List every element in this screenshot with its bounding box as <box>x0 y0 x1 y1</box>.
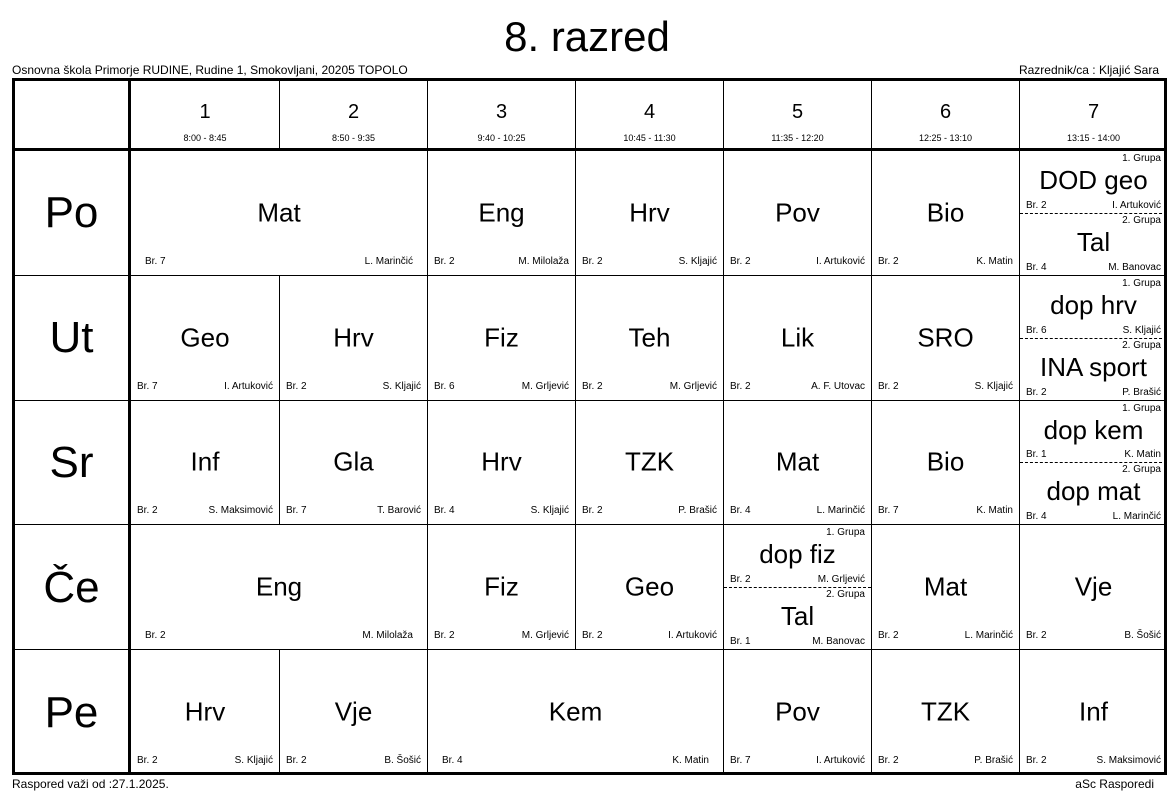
lesson-cell[interactable] <box>427 276 575 400</box>
teacher-name: S. Kljajić <box>974 380 1013 392</box>
subject-name: Kem <box>548 696 603 727</box>
subject-name: Gla <box>333 446 374 477</box>
group-label: 1. Grupa <box>1122 277 1161 289</box>
lesson-cell[interactable] <box>427 151 575 275</box>
lesson-cell[interactable] <box>723 276 871 400</box>
teacher-name: L. Marinčić <box>964 630 1013 642</box>
period-number: 5 <box>791 101 804 123</box>
group-divider <box>724 587 871 588</box>
teacher-name: M. Grljević <box>817 574 865 586</box>
lesson-cell[interactable] <box>279 401 427 525</box>
teacher-name: S. Kljajić <box>382 380 421 392</box>
period-header-5 <box>723 81 871 148</box>
teacher-name: K. Matin <box>976 505 1013 517</box>
day-name: Ut <box>49 313 94 363</box>
period-time: 8:50 - 9:35 <box>331 133 376 143</box>
lesson-cell[interactable] <box>575 525 723 649</box>
subject-name: Mat <box>257 197 301 228</box>
day-label-cell <box>15 650 128 775</box>
room-label: Br. 2 <box>582 505 603 517</box>
school-info: Osnovna škola Primorje RUDINE, Rudine 1, Smokovljani, 20205 TOPOLO <box>12 63 408 77</box>
room-label: Br. 2 <box>286 754 307 766</box>
teacher-name: L. Marinčić <box>1112 511 1161 523</box>
period-number: 4 <box>643 101 656 123</box>
teacher-name: M. Grljević <box>521 630 569 642</box>
subject-name: TZK <box>920 696 971 727</box>
subject-name: Bio <box>926 446 965 477</box>
subject-name: Geo <box>624 571 675 602</box>
subject-name: Bio <box>926 197 965 228</box>
day-label-cell <box>15 401 128 526</box>
group-label: 1. Grupa <box>1122 402 1161 414</box>
room-label: Br. 7 <box>730 754 751 766</box>
room-label: Br. 2 <box>1026 199 1047 211</box>
teacher-name: S. Kljajić <box>234 754 273 766</box>
subject-name: Eng <box>478 197 525 228</box>
lesson-cell[interactable] <box>131 650 279 774</box>
lesson-cell[interactable] <box>575 276 723 400</box>
teacher-name: K. Matin <box>672 754 709 766</box>
teacher-name: L. Marinčić <box>364 255 413 267</box>
lesson-cell[interactable] <box>871 151 1019 275</box>
lesson-cell[interactable] <box>427 650 723 774</box>
room-label: Br. 1 <box>730 636 751 648</box>
subject-name: Lik <box>780 322 815 353</box>
group-lesson[interactable] <box>1020 213 1167 275</box>
teacher-name: I. Artuković <box>1112 199 1161 211</box>
subject-name: INA sport <box>1040 351 1147 382</box>
group-label: 2. Grupa <box>1122 339 1161 351</box>
teacher-name: L. Marinčić <box>816 505 865 517</box>
subject-name: dop fiz <box>759 539 836 570</box>
subject-name: Hrv <box>629 197 670 228</box>
subject-name: Pov <box>775 696 820 727</box>
day-label-cell <box>15 151 128 276</box>
room-label: Br. 2 <box>582 630 603 642</box>
group-lesson[interactable] <box>724 587 871 649</box>
subject-name: Hrv <box>481 446 522 477</box>
teacher-name: M. Banovac <box>1108 261 1161 273</box>
subject-name: dop hrv <box>1050 289 1137 320</box>
subject-name: Fiz <box>484 322 519 353</box>
page-title: 8. razred <box>504 13 670 60</box>
room-label: Br. 7 <box>286 505 307 517</box>
lesson-cell[interactable] <box>131 151 427 275</box>
room-label: Br. 2 <box>730 574 751 586</box>
period-time: 11:35 - 12:20 <box>771 133 824 143</box>
teacher-name: K. Matin <box>976 255 1013 267</box>
room-label: Br. 2 <box>730 380 751 392</box>
group-label: 2. Grupa <box>1122 214 1161 226</box>
room-label: Br. 6 <box>434 380 455 392</box>
subject-name: dop kem <box>1043 414 1144 445</box>
subject-name: Pov <box>775 197 820 228</box>
subject-name: Teh <box>628 322 671 353</box>
subject-name: Mat <box>775 446 820 477</box>
period-number: 2 <box>347 101 360 123</box>
period-time: 13:15 - 14:00 <box>1066 133 1121 143</box>
room-label: Br. 1 <box>1026 449 1047 461</box>
lesson-cell[interactable] <box>279 650 427 774</box>
subject-name: Fiz <box>484 571 519 602</box>
lesson-cell[interactable] <box>575 401 723 525</box>
room-label: Br. 2 <box>878 380 899 392</box>
lesson-cell[interactable] <box>723 401 871 525</box>
lesson-cell[interactable] <box>871 276 1019 400</box>
group-label: 1. Grupa <box>826 527 865 539</box>
subject-name: Tal <box>780 601 815 632</box>
room-label: Br. 2 <box>434 255 455 267</box>
group-divider <box>1020 213 1167 214</box>
room-label: Br. 2 <box>286 380 307 392</box>
teacher-name: M. Grljević <box>669 380 717 392</box>
group-label: 2. Grupa <box>1122 464 1161 476</box>
day-name: Pe <box>44 687 99 737</box>
teacher-name: I. Artuković <box>816 754 865 766</box>
period-number: 7 <box>1087 101 1100 123</box>
lesson-cell[interactable] <box>723 151 871 275</box>
teacher-name: S. Kljajić <box>678 255 717 267</box>
day-name: Po <box>44 188 99 238</box>
period-header-1 <box>131 81 279 148</box>
subject-name: Mat <box>923 571 968 602</box>
lesson-cell[interactable] <box>131 525 427 649</box>
lesson-cell[interactable] <box>427 401 575 525</box>
period-header-2 <box>279 81 427 148</box>
lesson-cell[interactable] <box>427 525 575 649</box>
room-label: Br. 2 <box>137 754 158 766</box>
group-lesson[interactable] <box>1020 276 1167 338</box>
group-lesson[interactable] <box>1020 151 1167 213</box>
group-lesson[interactable] <box>724 525 871 587</box>
group-lesson[interactable] <box>1020 338 1167 400</box>
room-label: Br. 7 <box>145 255 166 267</box>
group-lesson[interactable] <box>1020 401 1167 463</box>
valid-from: Raspored važi od :27.1.2025. <box>12 777 169 791</box>
period-header-3 <box>427 81 575 148</box>
room-label: Br. 2 <box>1026 754 1047 766</box>
room-label: Br. 2 <box>878 255 899 267</box>
group-label: 1. Grupa <box>1122 153 1161 164</box>
lesson-cell[interactable] <box>871 401 1019 525</box>
period-number: 3 <box>495 101 508 123</box>
teacher-name: M. Milolaža <box>362 630 413 642</box>
room-label: Br. 2 <box>878 754 899 766</box>
room-label: Br. 4 <box>730 505 751 517</box>
day-name: Sr <box>49 437 94 487</box>
teacher-name: B. Šošić <box>384 754 421 766</box>
timetable-grid <box>12 78 1167 775</box>
room-label: Br. 2 <box>145 630 166 642</box>
subject-name: Vje <box>1074 571 1113 602</box>
subject-name: Geo <box>180 322 230 353</box>
lesson-cell[interactable] <box>871 650 1019 774</box>
period-time: 10:45 - 11:30 <box>623 133 676 143</box>
teacher-name: S. Kljajić <box>530 505 569 517</box>
split-lesson-cell[interactable] <box>1019 151 1167 275</box>
day-label-cell <box>15 276 128 401</box>
teacher-name: M. Grljević <box>521 380 569 392</box>
teacher-name: K. Matin <box>1124 449 1161 461</box>
split-lesson-cell[interactable] <box>1019 401 1167 525</box>
lesson-cell[interactable] <box>1019 650 1167 774</box>
class-teacher: Razrednik/ca : Kljajić Sara <box>1018 63 1159 77</box>
period-header-7 <box>1019 81 1167 148</box>
subject-name: DOD geo <box>1039 165 1148 195</box>
teacher-name: M. Banovac <box>812 636 865 648</box>
teacher-name: S. Maksimović <box>208 505 273 517</box>
room-label: Br. 2 <box>582 380 603 392</box>
room-label: Br. 4 <box>442 754 463 766</box>
period-time: 12:25 - 13:10 <box>918 133 973 143</box>
teacher-name: B. Šošić <box>1124 630 1161 642</box>
group-lesson[interactable] <box>1020 462 1167 524</box>
day-label-cell <box>15 525 128 650</box>
teacher-name: S. Kljajić <box>1122 324 1161 336</box>
period-number: 1 <box>199 101 211 123</box>
software-credit: aSc Rasporedi <box>1075 777 1154 791</box>
room-label: Br. 2 <box>434 630 455 642</box>
room-label: Br. 4 <box>434 505 455 517</box>
subject-name: Vje <box>334 696 373 727</box>
subject-name: Eng <box>255 571 303 602</box>
teacher-name: I. Artuković <box>668 630 717 642</box>
lesson-cell[interactable] <box>575 151 723 275</box>
teacher-name: P. Brašić <box>974 754 1013 766</box>
teacher-name: P. Brašić <box>1122 386 1161 398</box>
period-header-6 <box>871 81 1019 148</box>
teacher-name: M. Milolaža <box>518 255 569 267</box>
lesson-cell[interactable] <box>279 276 427 400</box>
lesson-cell[interactable] <box>131 276 279 400</box>
period-time: 8:00 - 8:45 <box>183 133 227 143</box>
lesson-cell[interactable] <box>1019 525 1167 649</box>
group-label: 2. Grupa <box>826 589 865 601</box>
room-label: Br. 7 <box>878 505 899 517</box>
room-label: Br. 6 <box>1026 324 1047 336</box>
subject-name: TZK <box>624 446 675 477</box>
room-label: Br. 2 <box>730 255 751 267</box>
teacher-name: S. Maksimović <box>1096 754 1161 766</box>
subject-name: Inf <box>1079 696 1108 727</box>
room-label: Br. 4 <box>1026 261 1047 273</box>
room-label: Br. 2 <box>878 630 899 642</box>
teacher-name: P. Brašić <box>678 505 717 517</box>
group-divider <box>1020 338 1167 339</box>
subject-name: dop mat <box>1046 476 1141 507</box>
period-time: 9:40 - 10:25 <box>477 133 526 143</box>
room-label: Br. 7 <box>137 380 158 392</box>
room-label: Br. 2 <box>1026 386 1047 398</box>
teacher-name: T. Barović <box>377 505 421 517</box>
subject-name: Tal <box>1076 226 1111 257</box>
room-label: Br. 4 <box>1026 511 1047 523</box>
subject-name: Inf <box>190 446 220 477</box>
room-label: Br. 2 <box>1026 630 1047 642</box>
lesson-cell[interactable] <box>723 650 871 774</box>
teacher-name: I. Artuković <box>816 255 865 267</box>
period-header-4 <box>575 81 723 148</box>
lesson-cell[interactable] <box>131 401 279 525</box>
subject-name: Hrv <box>333 322 374 353</box>
lesson-cell[interactable] <box>871 525 1019 649</box>
teacher-name: A. F. Utovac <box>811 380 865 392</box>
room-label: Br. 2 <box>582 255 603 267</box>
period-number: 6 <box>939 101 952 123</box>
subject-name: Hrv <box>184 696 226 727</box>
room-label: Br. 2 <box>137 505 158 517</box>
group-divider <box>1020 462 1167 463</box>
split-lesson-cell[interactable] <box>1019 276 1167 400</box>
teacher-name: I. Artuković <box>224 380 273 392</box>
day-name: Če <box>43 562 100 612</box>
subject-name: SRO <box>917 322 974 353</box>
split-lesson-cell[interactable] <box>723 525 871 649</box>
